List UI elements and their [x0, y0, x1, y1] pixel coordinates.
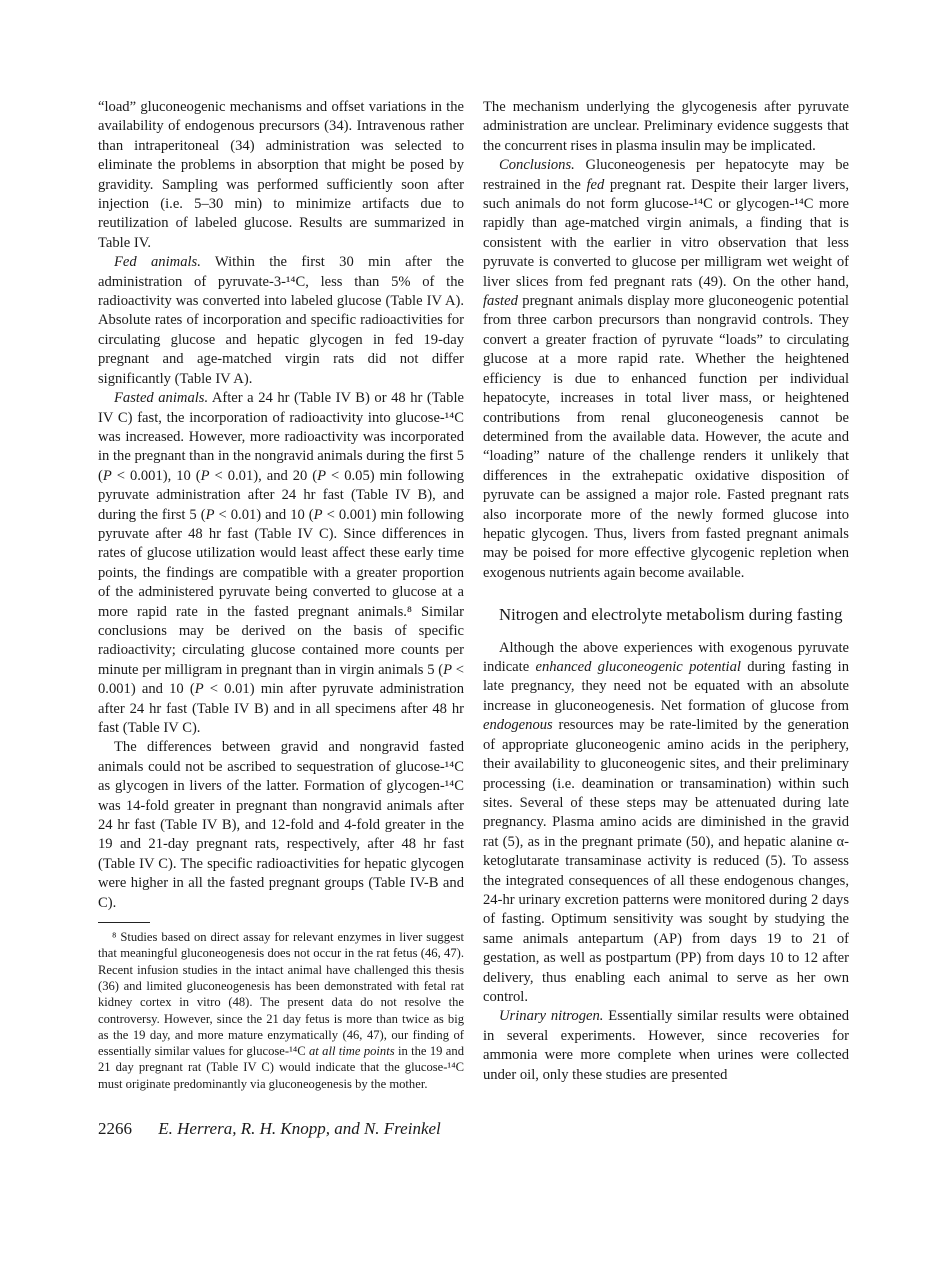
footnote [98, 929, 464, 1092]
right-body-text-continued [483, 639, 849, 1085]
page-footer [98, 1118, 464, 1140]
paragraph [98, 738, 464, 913]
text-run: “load” gluconeogenic mechanisms and offset variations in the availability of endogenous precursors (34). Intravenous rather than intraperitoneal (34) administration was selected to eliminate the problems in absorption that might be posed by gravidity. Sampling was performed sufficiently soon after injection (i.e. 5–30 min) to minimize artifacts due to reutilization of labeled glucose. Results are summarized in Table IV. [98, 99, 464, 251]
text-run: in the 19 and 21 day pregnant rat (Table IV C) would indicate that the glucose-¹⁴C must originate predominantly via gluconeogenesis by the mother. [98, 1044, 464, 1091]
italic-text: fasted [483, 293, 518, 310]
text-run: ⁸ Studies based on direct assay for relevant enzymes in liver suggest that meaningful gluconeogenesis does not occur in the rat fetus (46, 47). Recent infusion studies in the intact animal have challenged this thesis (36) and limited gluconeogenesis has been demonstrated with fetal rat kidney cortex in vitro (48). The present data do not resolve the controversy. However, since the 21 day fetus is more than twice as big as the 19 day, and more mature enzymatically (46, 47), our finding of essentially similar values for glucose-¹⁴C [98, 930, 464, 1059]
footnote-separator [98, 922, 150, 923]
page-number: 2266 [98, 1119, 132, 1139]
paragraph [483, 639, 849, 1008]
section-heading: Nitrogen and electrolyte metabolism during fasting [499, 605, 843, 625]
right-column [483, 98, 849, 1085]
text-run: Within the first 30 min after the administration of pyruvate-3-¹⁴C, less than 5% of the radioactivity was converted into labeled glucose (Table IV A). Absolute rates of incorporation and specific radioactivities for circulating glucose and hepatic glycogen in fed 19-day pregnant and age-matched virgin rats did not differ significantly (Table IV A). [98, 254, 464, 387]
author-line: E. Herrera, R. H. Knopp, and N. Freinkel [158, 1119, 441, 1139]
paragraph [483, 1007, 849, 1085]
text-run: < 0.001) min following pyruvate after 48 hr fast (Table IV C). Since differences in rates of glucose utilization would least affect these early time points, the findings are compatible with a greater proportion of the administered pyruvate being converted to glucose at a more rapid rate in the fasted pregnant animals.⁸ Similar conclusions may be derived on the basis of specific radioactivity; circulating glucose contained more counts per minute per milligram in pregnant than in virgin animals 5 ( [98, 506, 464, 678]
footnote-text [98, 929, 464, 1092]
text-run: pregnant animals display more gluconeogenic potential from three carbon precursors than nongravid controls. They convert a greater fraction of pyruvate “loads” to circulating glucose at a more rapid rate. Whether the heightened efficiency is due to enhanced function per individual hepatocyte, increases in total liver mass, or heightened contributions from renal gluconeogenesis cannot be determined from the available data. However, the acute and “loading” nature of the challenge renders it unlikely that differences in the extrahepatic oxidative disposition of pyruvate can be assigned a major role. Fasted pregnant rats also incorporate more of the newly formed glucose into hepatic glycogen. Thus, livers from fasted pregnant animals may be poised for more effective glycogenic repletion when exogenous nutrients again become available. [483, 293, 849, 581]
text-run: < 0.05) min following pyruvate administration after 24 hr fast (Table IV B), and during the first 5 ( [98, 467, 465, 523]
text-run: during fasting in late pregnancy, they need not be equated with an absolute increase in gluconeogenesis. Net formation of glucose from [483, 659, 850, 714]
italic-text: P [313, 506, 323, 523]
italic-text: P [205, 506, 215, 523]
italic-text: at all time points [309, 1044, 395, 1059]
paragraph [98, 389, 464, 738]
text-run: < 0.001) and 10 ( [98, 661, 464, 698]
italic-text: P [194, 681, 204, 698]
left-column [98, 98, 464, 1140]
paragraph [98, 98, 464, 253]
text-run: < 0.01) and 10 ( [214, 506, 314, 523]
text-run: pregnant rat. Despite their larger livers, such animals do not form glucose-¹⁴C or glycogen-¹⁴C more rapidly than age-matched virgin animals, a finding that is consistent with the earlier in vitro observation that less pyruvate is converted to glucose per milligram wet weight of liver slices from fed pregnant rats (49). On the other hand, [483, 176, 849, 290]
paragraph [483, 156, 849, 583]
paragraph [98, 253, 464, 389]
italic-text: fed [586, 176, 605, 193]
italic-text: P [443, 661, 453, 678]
text-run: Gluconeogenesis per hepatocyte may be restrained in the [483, 157, 849, 193]
text-run: < 0.01) min after pyruvate administration after 24 hr fast (Table IV B) and in all specimens after 48 hr fast (Table IV C). [98, 681, 464, 736]
italic-text: endogenous [483, 717, 553, 734]
italic-text: Urinary nitrogen. [499, 1008, 604, 1025]
italic-text: P [102, 467, 112, 484]
text-run: < 0.001), 10 ( [111, 467, 201, 484]
italic-text: Conclusions. [499, 157, 575, 174]
text-run: < 0.01), and 20 ( [209, 467, 318, 484]
right-body-text [483, 98, 849, 583]
paragraph [483, 98, 849, 156]
left-body-text [98, 98, 464, 913]
italic-text: P [317, 467, 327, 484]
text-run: The mechanism underlying the glycogenesis after pyruvate administration are unclear. Preliminary evidence suggests that the concurrent rises in plasma insulin may be implicated. [483, 99, 849, 154]
italic-text: Fasted animals. [114, 390, 209, 407]
text-run: The differences between gravid and nongravid fasted animals could not be ascribed to sequestration of glucose-¹⁴C as glycogen in livers of the latter. Formation of glycogen-¹⁴C was 14-fold greater in pregnant than nongravid animals after 24 hr fast (Table IV B), and 12-fold and 4-fold greater in the 19 and 21-day pregnant rats, respectively, after 48 hr fast (Table IV C). The specific radioactivities for hepatic glycogen were higher in all the fasted pregnant groups (Table IV-B and C). [98, 739, 464, 911]
italic-text: enhanced gluconeogenic potential [535, 659, 741, 676]
text-run: resources may be rate-limited by the generation of appropriate gluconeogenic amino acids in the periphery, their availability to gluconeogenic sites, and their preliminary processing (i.e. deamination or transamination) within such sites. Several of these steps may be attenuated during late pregnancy. Plasma amino acids are diminished in the gravid rat (5), as in the pregnant primate (50), and hepatic alanine α-ketoglutarate transaminase activity is reduced (5). To assess the integrated consequences of all these endogenous changes, 24-hr urinary excretion patterns were monitored during 2 days of fasting. Optimum sensitivity was sought by studying the same animals antepartum (AP) from days 19 to 21 of gestation, as well as postpartum (PP) from days 10 to 12 after delivery, thus enabling each animal to serve as her own control. [483, 717, 849, 1005]
text-run: Essentially similar results were obtained in several experiments. However, since recoveries for ammonia were more complete when urines were collected under oil, only these studies are presented [483, 1008, 850, 1083]
italic-text: P [200, 467, 210, 484]
italic-text: Fed animals. [114, 254, 201, 271]
text-run: Although the above experiences with exogenous pyruvate indicate [483, 639, 849, 676]
text-run: After a 24 hr (Table IV B) or 48 hr (Table IV C) fast, the incorporation of radioactivity into glucose-¹⁴C was increased. However, more radioactivity was incorporated in the pregnant than in the nongravid animals during the first 5 ( [98, 390, 464, 484]
